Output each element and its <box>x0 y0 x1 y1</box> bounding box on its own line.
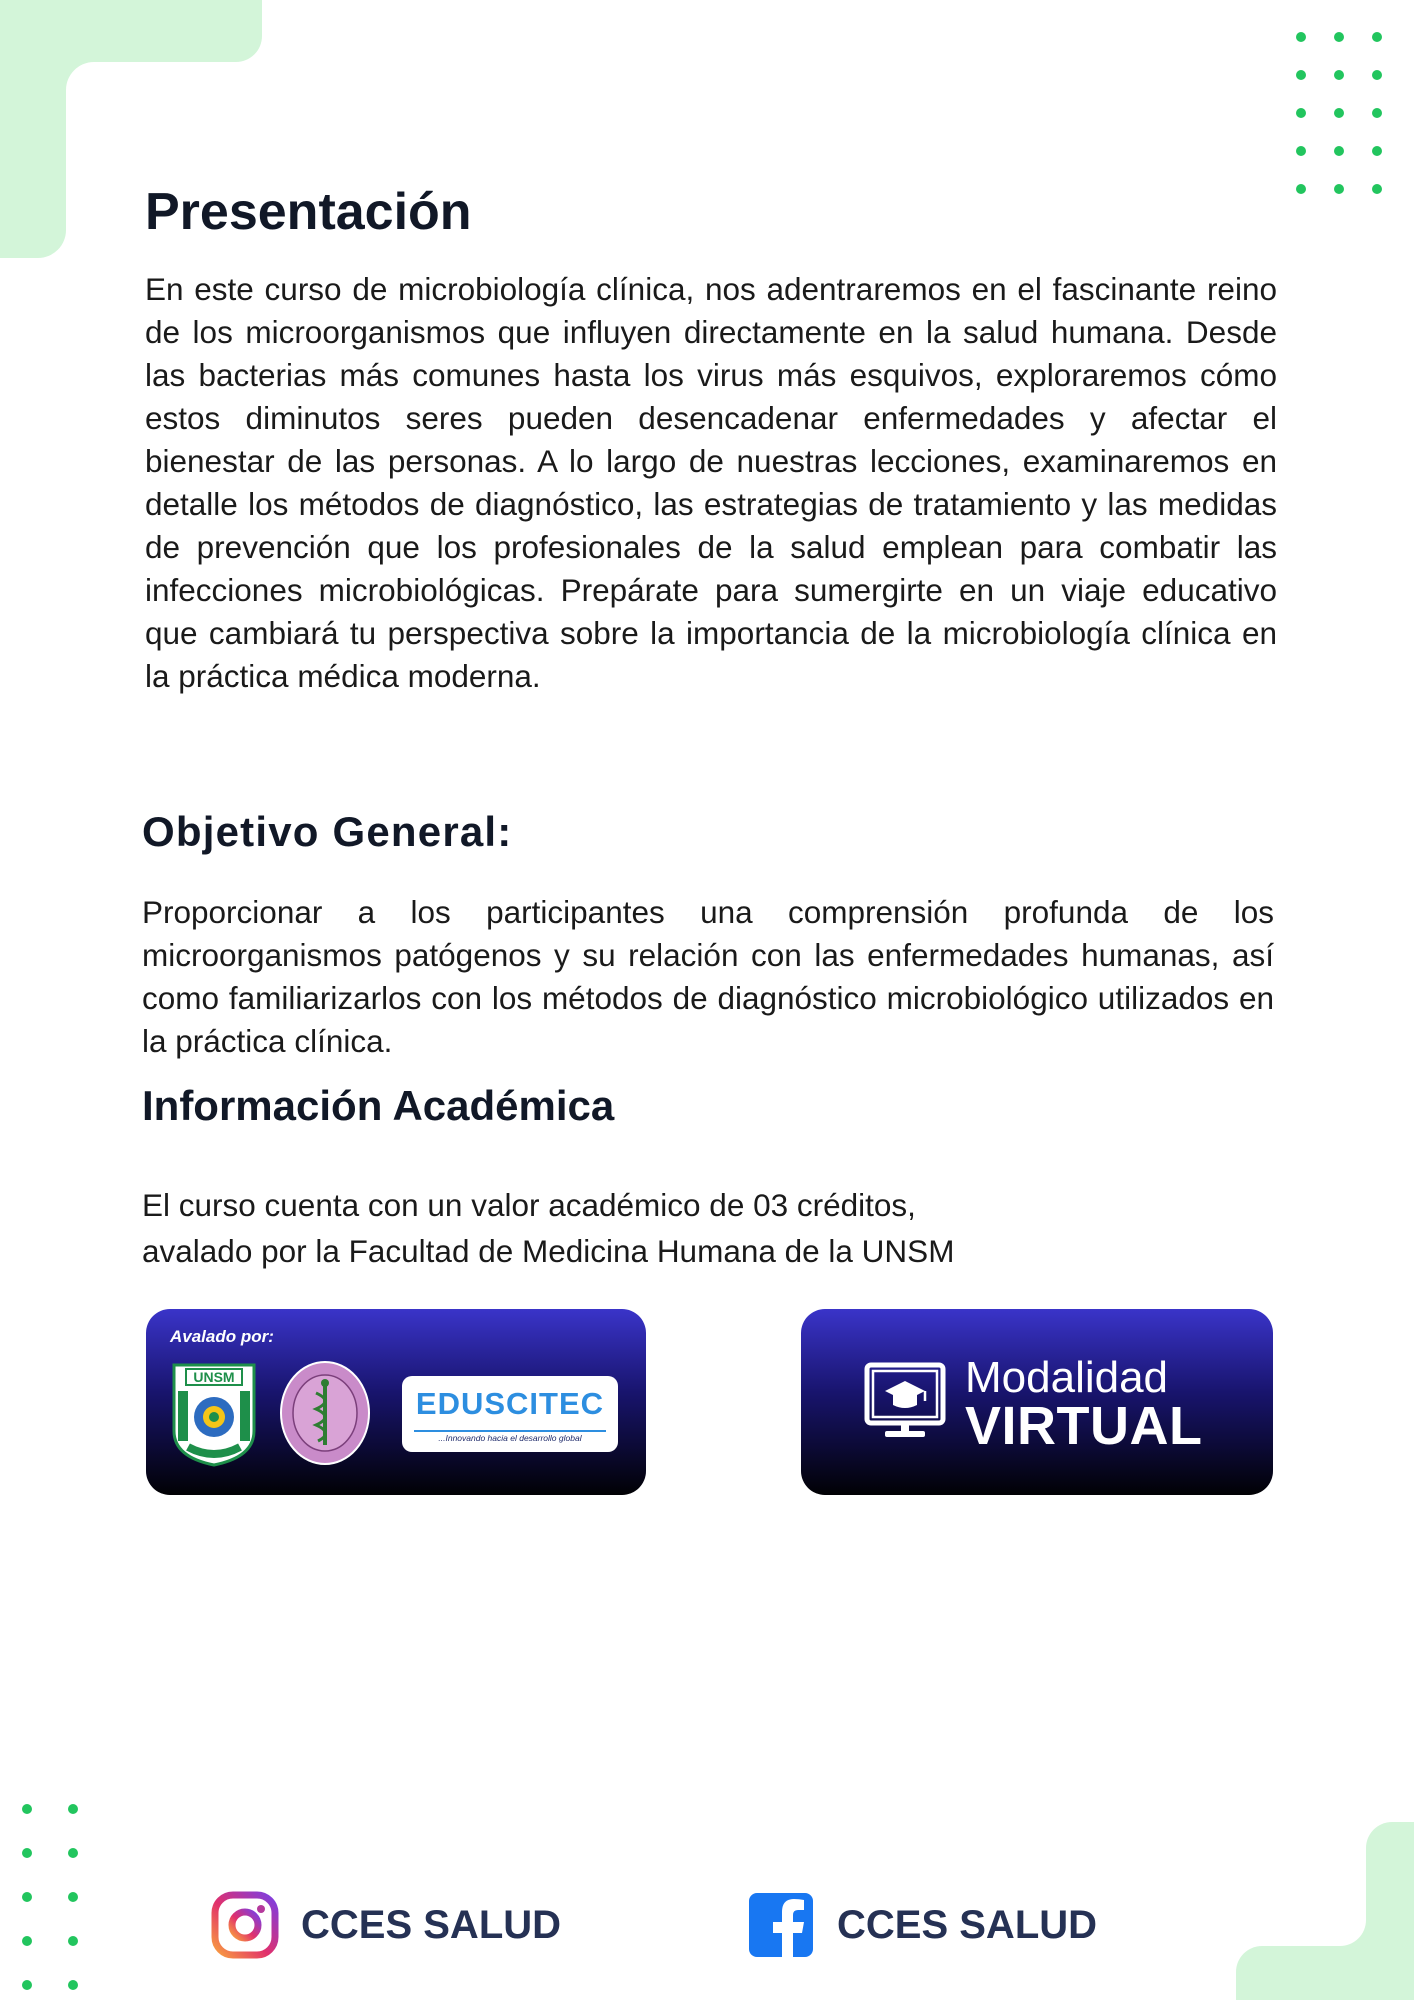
eduscitec-underline <box>414 1430 606 1432</box>
avalado-label: Avalado por: <box>170 1327 274 1346</box>
dot-grid-top-right <box>1296 32 1382 194</box>
modalidad-label: Modalidad <box>965 1353 1169 1402</box>
facultad-medicina-logo <box>278 1359 372 1467</box>
instagram-icon <box>211 1891 279 1959</box>
facebook-icon <box>747 1891 815 1959</box>
instagram-link[interactable] <box>211 1890 561 1960</box>
eduscitec-tagline: ...Innovando hacia el desarrollo global <box>434 1433 585 1443</box>
presentacion-body: En este curso de microbiología clínica, nos adentraremos en el fascinante reino de los microorganismos que influyen directamente en la salud humana. Desde las bacterias más comunes hasta los virus más esquivos, exploraremos cómo estos diminutos seres pueden desencadenar enfermedades y afectar el bienestar de las personas. A lo largo de nuestras lecciones, examinaremos en detalle los métodos de diagnóstico, las estrategias de tratamiento y las medidas de prevención que los profesionales de la salud emplean para combatir las infecciones microbiológicas. Prepárate para sumergirte en un viaje educativo que cambiará tu perspectiva sobre la importancia de la microbiología clínica en la práctica médica moderna. <box>145 271 1277 694</box>
dot-grid-bottom-left <box>22 1804 78 1990</box>
instagram-label: CCES SALUD <box>301 1902 562 1947</box>
corner-decoration-top-left-vertical <box>0 0 66 258</box>
informacion-line-1: El curso cuenta con un valor académico de 03 créditos, <box>142 1187 916 1223</box>
unsm-logo <box>170 1361 258 1467</box>
unsm-logo-text: UNSM <box>193 1369 235 1385</box>
objetivo-title: Objetivo General: <box>142 808 513 855</box>
corner-decoration-bottom-right-vertical <box>1366 1822 1414 2000</box>
facebook-label: CCES SALUD <box>837 1902 1098 1947</box>
monitor-graduation-cap-icon <box>863 1359 947 1443</box>
eduscitec-logo <box>402 1376 618 1452</box>
avalado-card <box>146 1309 646 1495</box>
eduscitec-name: EDUSCITEC <box>415 1386 605 1421</box>
modalidad-value: VIRTUAL <box>965 1396 1203 1456</box>
eduscitec-tagline-wrap <box>402 1433 618 1443</box>
facebook-link[interactable] <box>747 1890 1097 1960</box>
informacion-line-2: avalado por la Facultad de Medicina Humana de la UNSM <box>142 1233 955 1269</box>
informacion-title: Información Académica <box>142 1082 615 1129</box>
informacion-body <box>142 1182 1262 1274</box>
modalidad-card <box>801 1309 1273 1495</box>
presentacion-title: Presentación <box>145 183 472 241</box>
objetivo-body: Proporcionar a los participantes una comprensión profunda de los microorganismos patógenos y su relación con las enfermedades humanas, así como familiarizarlos con los métodos de diagnóstico microbiológico utilizados en la práctica clínica. <box>142 894 1274 1059</box>
